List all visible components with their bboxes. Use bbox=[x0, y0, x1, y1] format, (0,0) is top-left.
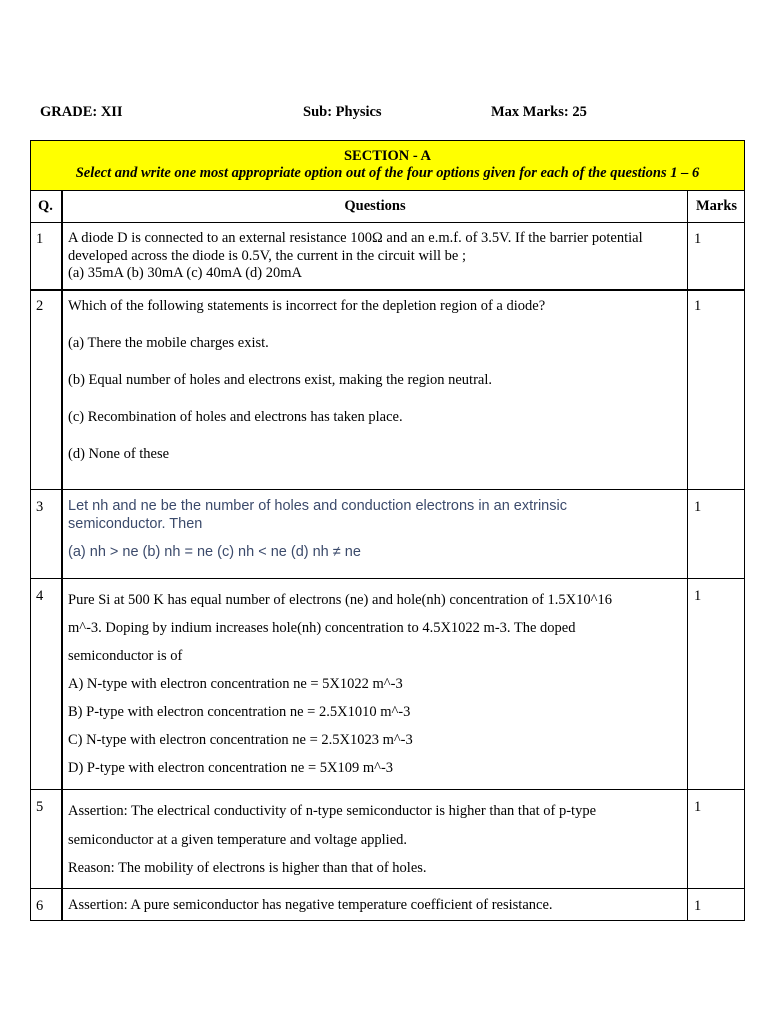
question-text bbox=[68, 897, 686, 915]
question-number: 1 bbox=[36, 231, 44, 247]
question-table bbox=[30, 140, 745, 921]
table-border bbox=[30, 920, 745, 921]
question-text bbox=[68, 498, 686, 562]
question-line: Reason: The mobility of electrons is higher than that of holes. bbox=[68, 860, 427, 876]
row-divider bbox=[30, 489, 745, 490]
row-divider bbox=[30, 190, 745, 191]
col-header-questions: Questions bbox=[344, 198, 406, 214]
table-border bbox=[30, 140, 31, 921]
question-text bbox=[68, 797, 686, 883]
question-option: D) P-type with electron concentration ne = 5X109 m^-3 bbox=[68, 760, 394, 776]
column-divider bbox=[687, 190, 688, 921]
row-divider bbox=[30, 578, 745, 579]
question-option: (c) Recombination of holes and electrons has taken place. bbox=[68, 409, 403, 425]
question-line: Assertion: A pure semiconductor has negative temperature coefficient of resistance. bbox=[68, 897, 553, 913]
col-header-marks: Marks bbox=[695, 198, 738, 214]
question-option: (d) None of these bbox=[68, 446, 170, 462]
section-instruction: Select and write one most appropriate option out of the four options given for each of the questions 1 – 6 bbox=[75, 165, 700, 181]
row-divider bbox=[30, 222, 745, 223]
question-marks: 1 bbox=[694, 898, 702, 914]
table-border bbox=[744, 140, 745, 921]
question-line: Which of the following statements is incorrect for the depletion region of a diode? bbox=[68, 298, 546, 314]
question-option: B) P-type with electron concentration ne = 2.5X1010 m^-3 bbox=[68, 704, 411, 720]
question-line: semiconductor. Then bbox=[68, 515, 203, 532]
question-options: (a) nh > ne (b) nh = ne (c) nh < ne (d) nh ≠ ne bbox=[68, 544, 361, 560]
question-marks: 1 bbox=[694, 588, 702, 604]
table-border bbox=[30, 140, 745, 141]
subject-label: Sub: Physics bbox=[303, 104, 382, 120]
row-divider bbox=[30, 789, 745, 790]
question-number: 4 bbox=[36, 588, 44, 604]
section-title: SECTION - A bbox=[343, 148, 432, 164]
max-marks-label: Max Marks: 25 bbox=[491, 104, 587, 120]
question-number: 3 bbox=[36, 499, 44, 515]
question-line: m^-3. Doping by indium increases hole(nh) concentration to 4.5X1022 m-3. The doped bbox=[68, 620, 576, 636]
row-divider bbox=[30, 888, 745, 889]
question-marks: 1 bbox=[694, 799, 702, 815]
question-line: Assertion: The electrical conductivity of n-type semiconductor is higher than that of p-type bbox=[68, 803, 597, 819]
question-line: Pure Si at 500 K has equal number of electrons (ne) and hole(nh) concentration of 1.5X10^16 bbox=[68, 592, 612, 608]
question-line: Let nh and ne be the number of holes and conduction electrons in an extrinsic bbox=[68, 498, 567, 514]
question-option: A) N-type with electron concentration ne = 5X1022 m^-3 bbox=[68, 676, 403, 692]
col-header-q: Q. bbox=[38, 198, 53, 214]
question-text bbox=[68, 586, 686, 782]
row-divider bbox=[30, 289, 745, 291]
question-line: developed across the diode is 0.5V, the current in the circuit will be ; bbox=[68, 247, 466, 264]
question-option: (a) There the mobile charges exist. bbox=[68, 335, 269, 351]
question-text bbox=[68, 230, 686, 283]
column-divider bbox=[61, 190, 63, 921]
question-number: 5 bbox=[36, 799, 44, 815]
question-line: semiconductor is of bbox=[68, 648, 183, 664]
grade-label: GRADE: XII bbox=[40, 104, 123, 120]
question-number: 6 bbox=[36, 898, 44, 914]
question-number: 2 bbox=[36, 298, 44, 314]
question-marks: 1 bbox=[694, 231, 702, 247]
question-marks: 1 bbox=[694, 499, 702, 515]
question-text bbox=[68, 298, 686, 483]
question-marks: 1 bbox=[694, 298, 702, 314]
section-header bbox=[30, 140, 745, 190]
question-option: (b) Equal number of holes and electrons exist, making the region neutral. bbox=[68, 372, 492, 388]
question-option: C) N-type with electron concentration ne = 2.5X1023 m^-3 bbox=[68, 732, 413, 748]
question-line: A diode D is connected to an external resistance 100Ω and an e.m.f. of 3.5V. If the barrier potential bbox=[68, 230, 643, 246]
question-line: semiconductor at a given temperature and voltage applied. bbox=[68, 831, 408, 848]
question-line: (a) 35mA (b) 30mA (c) 40mA (d) 20mA bbox=[68, 265, 302, 281]
